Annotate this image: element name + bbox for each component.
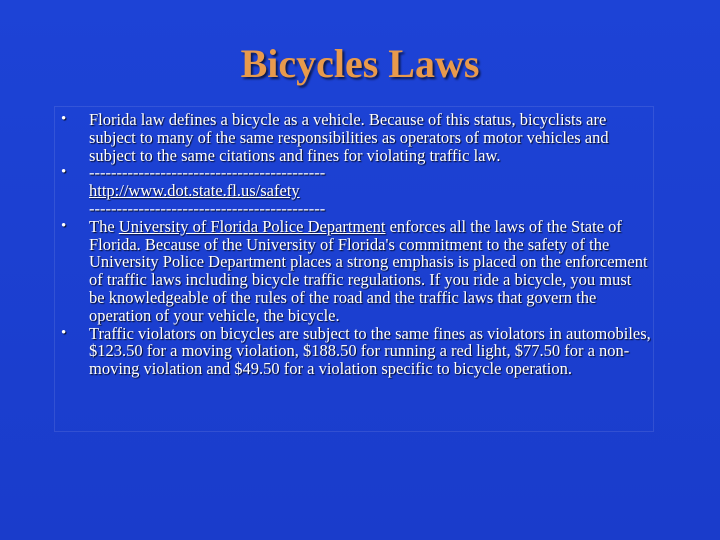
police-department-link[interactable]: University of Florida Police Department [118,216,386,236]
bullet-text-prefix: The [89,216,119,236]
safety-link[interactable]: http://www.dot.state.fl.us/safety [89,181,300,201]
bullet-text: Traffic violators on bicycles are subject to the same fines as violators in automobiles, $123.50 for a moving violation, $188.50 for running a red light, $77.50 for a non-moving violation and $49.50 for a violation specific to bicycle operation. [89,323,651,379]
bullet-icon: • [61,111,67,127]
bullet-icon: • [61,164,67,181]
bullet-icon: • [61,217,67,234]
slide-title: Bicycles Laws [240,41,480,86]
divider-line-bottom: ------------------------------------------- [89,198,326,218]
content-box [54,106,654,432]
bullet-item-safety-link [55,164,655,217]
divider-line-top: ------------------------------------------- [89,163,326,183]
bullet-item-police [55,218,655,325]
bullet-item-fines [55,325,655,378]
bullet-list [55,111,655,378]
bullet-text: Florida law defines a bicycle as a vehicle. Because of this status, bicyclists are subject to many of the same responsibilities as operators of motor vehicles and subject to the same citations and fines for violating traffic law. [89,110,609,165]
bullet-item-definition [55,111,655,164]
bullet-text-suffix: enforces all the laws of the State of Florida. Because of the University of Florida's commitment to the safety of the University Police Department places a strong emphasis is placed on the enforcement of traffic laws including bicycle traffic regulations. If you ride a bicycle, you must be knowledgeable of the rules of the road and the traffic laws that govern the operation of your vehicle, the bicycle. [89,216,648,325]
bullet-icon: • [61,324,67,341]
